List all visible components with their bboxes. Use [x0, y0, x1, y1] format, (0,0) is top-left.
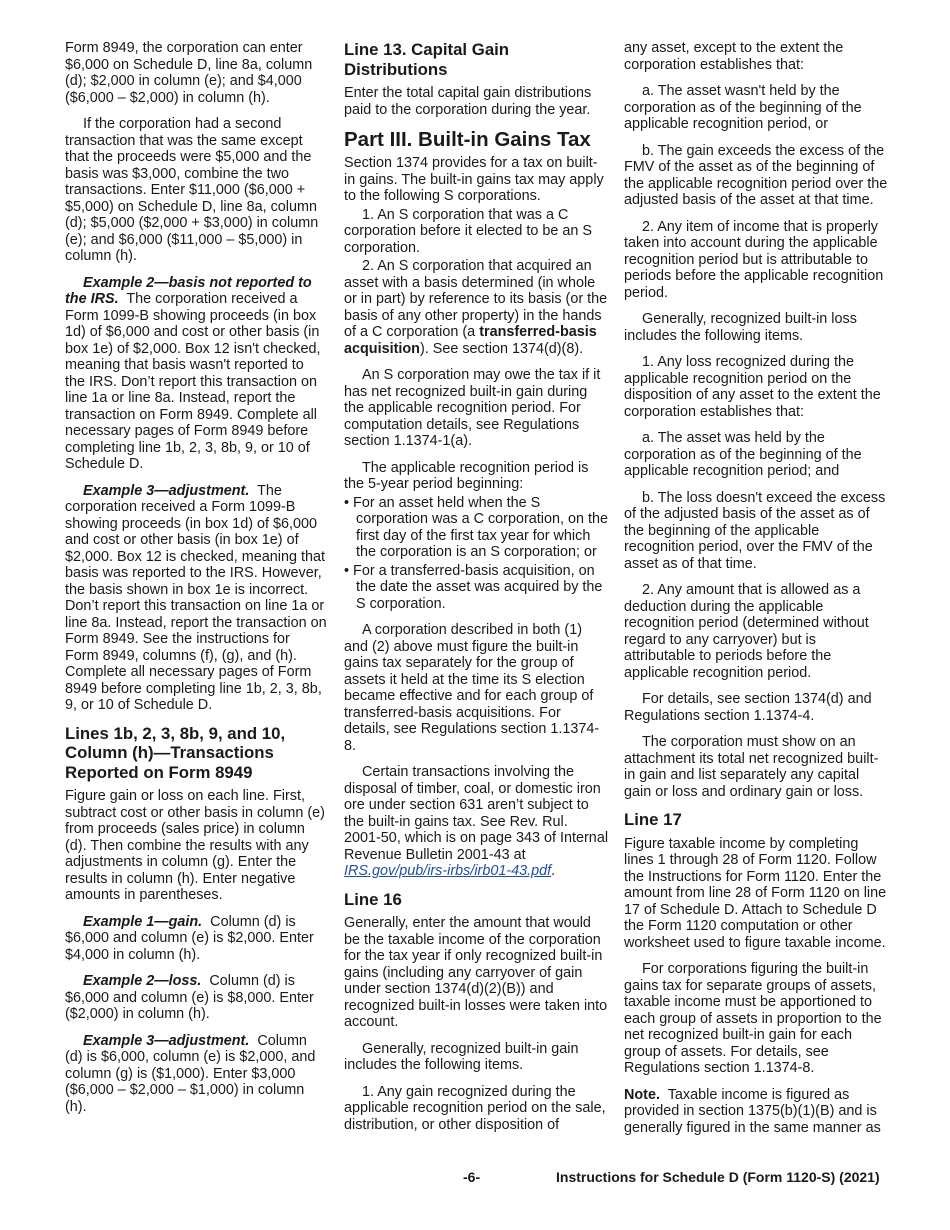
example-paragraph	[65, 275, 327, 473]
paragraph	[344, 258, 608, 357]
text-run: Certain transactions involving the disposal of timber, coal, or domestic iron ore under section 631 aren’t subject to the built-in gains tax. See Rev. Rul. 2001-50, which is on page 343 of Internal Revenue Bulletin 2001-43 at	[344, 764, 609, 863]
paragraph	[344, 764, 608, 880]
note-paragraph	[624, 1087, 888, 1137]
column-2	[344, 40, 608, 1143]
text-run: .	[551, 863, 556, 879]
section-heading: Line 13. Capital Gain Distributions	[344, 40, 510, 79]
example-lead: Example 3—adjustment.	[83, 1032, 250, 1049]
bullet-icon: •	[344, 562, 354, 579]
paragraph: Figure taxable income by completing lines 1 through 28 of Form 1120. Follow the Instructions for Form 1120. Enter the amount from line 28 of Form 1120 on line 17 of Schedule D. Attach to Schedule D the Form 1120 computation or other worksheet used to figure taxable income.	[624, 835, 887, 951]
example-paragraph	[65, 914, 327, 964]
example-text: Column (d) is $6,000 and column (e) is $8,000. Enter ($2,000) in column (h).	[65, 973, 314, 1022]
example-lead: Example 1—gain.	[83, 913, 203, 930]
paragraph: Generally, recognized built-in gain includes the following items.	[344, 1040, 579, 1073]
example-lead: Example 3—adjustment.	[83, 482, 250, 499]
text-run: 2. An S corporation that acquired an asset with a basis determined (in whole or in part) by reference to its basis (or the basis of any other property) in the hands of a C corporation (a	[344, 258, 608, 340]
part-heading: Part III. Built-in Gains Tax	[344, 128, 591, 151]
paragraph: Figure gain or loss on each line. First, subtract cost or other basis in column (e) from proceeds (sales price) in column (d). Then combine the results with any adjustments in column (g). Enter the results in column (h). Enter negative amounts in parentheses.	[65, 788, 325, 903]
column-3	[624, 40, 888, 1146]
example-paragraph	[65, 483, 327, 714]
example-paragraph	[65, 1033, 327, 1116]
example-text: Column (d) is $6,000, column (e) is $2,000, and column (g) is ($1,000). Enter $3,000 ($6,000 – $2,000 – $1,000) in column (h).	[65, 1032, 316, 1115]
paragraph: any asset, except to the extent the corporation establishes that:	[624, 40, 844, 73]
defined-term: transferred-basis acquisition	[344, 324, 597, 357]
paragraph: Form 8949, the corporation can enter $6,000 on Schedule D, line 8a, column (d); $2,000 in column (e); and $4,000 ($6,000 – $2,000) in column (h).	[65, 40, 313, 106]
paragraph: a. The asset was held by the corporation as of the beginning of the applicable recognition period; and	[624, 430, 862, 479]
example-text: The corporation received a Form 1099-B showing proceeds (in box 1d) of $6,000 and cost or other basis (in box 1e) of $2,000. Box 12 is checked, meaning that basis was reported to the IRS. However, the basis shown in box 1e is incorrect. Don’t report this transaction on line 1a or line 8a. Instead, report the transaction on Form 8949. See the instructions for Form 8949, columns (f), (g), and (h). Complete all necessary pages of Form 8949 before completing line 1b, 2, 3, 8b, 9, or 10 of Schedule D.	[65, 482, 327, 713]
footer-title: Instructions for Schedule D (Form 1120-S) (2021)	[556, 1169, 880, 1185]
paragraph: For corporations figuring the built-in gains tax for separate groups of assets, taxable income must be apportioned to each group of assets in proportion to the net recognized built-in gain for each group of assets. For details, see Regulations section 1.1374-8.	[624, 961, 882, 1076]
section-heading: Line 17	[624, 810, 682, 829]
bullet-text: For an asset held when the S corporation was a C corporation, on the first day of the first tax year for which the corporation is an S corporation; or	[353, 494, 608, 560]
example-lead: Example 2—basis not reported to the IRS.	[65, 274, 312, 307]
note-text: Taxable income is figured as provided in section 1375(b)(1)(B) and is generally figured in the same manner as	[624, 1086, 881, 1136]
paragraph: 1. Any gain recognized during the applicable recognition period on the sale, distribution, or other disposition of	[344, 1083, 606, 1133]
paragraph: The applicable recognition period is the 5-year period beginning:	[344, 459, 589, 492]
paragraph: Enter the total capital gain distributions paid to the corporation during the year.	[344, 85, 592, 118]
paragraph: 2. Any item of income that is properly taken into account during the applicable recognition period but is attributable to periods before the applicable recognition period.	[624, 218, 884, 301]
section-heading: Line 16	[344, 889, 402, 909]
paragraph: An S corporation may owe the tax if it has net recognized built-in gain during the applicable recognition period. For computation details, see Regulations section 1.1374-1(a).	[344, 367, 601, 449]
column-1	[65, 40, 327, 1125]
irs-bulletin-link[interactable]: IRS.gov/pub/irs-irbs/irb01-43.pdf	[344, 863, 552, 879]
example-text: Column (d) is $6,000 and column (e) is $2,000. Enter $4,000 in column (h).	[65, 913, 314, 963]
example-lead: Example 2—loss.	[83, 973, 202, 989]
paragraph: b. The loss doesn't exceed the excess of the adjusted basis of the asset as of the beginning of the applicable recognition period, over the FMV of the asset as of that time.	[624, 489, 886, 572]
paragraph: If the corporation had a second transaction that was the same except that the proceeds were $5,000 and the basis was $3,000, combine the two transactions. Enter $11,000 ($6,000 + $5,000) on Schedule D, line 8a, column (d); $5,000 ($2,000 + $3,000) in column (e); and $6,000 ($11,000 – $5,000) in column (h).	[65, 116, 319, 264]
paragraph: Generally, enter the amount that would be the taxable income of the corporation for the tax year if only recognized built-in gains (including any carryover of gain under section 1374(d)(2)(B)) and recognized built-in losses were taken into account.	[344, 915, 608, 1030]
bullet-item	[344, 563, 608, 613]
paragraph: b. The gain exceeds the excess of the FMV of the asset as of the beginning of the applicable recognition period over the adjusted basis of the asset at that time.	[624, 142, 888, 208]
paragraph: a. The asset wasn't held by the corporation as of the beginning of the applicable recognition period, or	[624, 83, 862, 132]
bullet-text: For a transferred-basis acquisition, on the date the asset was acquired by the S corporation.	[353, 562, 603, 612]
paragraph: The corporation must show on an attachment its total net recognized built-in gain and list separately any capital gain or loss and ordinary gain or loss.	[624, 734, 879, 800]
example-text: The corporation received a Form 1099-B showing proceeds (in box 1d) of $6,000 and cost or other basis (in box 1e) of $2,000. Box 12 isn't checked, meaning that basis wasn't reported to the IRS. Don’t report this transaction on line 1a or line 8a. Instead, report the transaction on Form 8949. Complete all necessary pages of Form 8949 before completing line 1b, 2, 3, 8b, 9, or 10 of Schedule D.	[65, 291, 321, 472]
text-run: ). See section 1374(d)(8).	[419, 340, 584, 357]
paragraph: For details, see section 1374(d) and Regulations section 1.1374-4.	[624, 691, 872, 724]
paragraph: 2. Any amount that is allowed as a deduction during the applicable recognition period (determined without regard to any carryover) but is attributable to periods before the applicable recognition period.	[624, 582, 869, 681]
example-paragraph	[65, 973, 327, 1023]
note-lead: Note.	[624, 1086, 660, 1103]
paragraph: A corporation described in both (1) and (2) above must figure the built-in gains tax separately for the group of assets it held at the time its S election became effective and for each group of transferred-basis acquisitions. For details, see Regulations section 1.1374-8.	[344, 622, 600, 754]
paragraph: 1. An S corporation that was a C corporation before it elected to be an S corporation.	[344, 206, 592, 256]
paragraph: Generally, recognized built-in loss includes the following items.	[624, 311, 857, 344]
bullet-item	[344, 495, 608, 561]
bullet-icon: •	[344, 494, 354, 511]
section-heading: Lines 1b, 2, 3, 8b, 9, and 10, Column (h)—Transactions Reported on Form 8949	[65, 723, 286, 782]
paragraph: Section 1374 provides for a tax on built-in gains. The built-in gains tax may apply to the following S corporations.	[344, 155, 604, 204]
page-number: -6-	[463, 1169, 481, 1185]
paragraph: 1. Any loss recognized during the applicable recognition period on the disposition of any asset to the extent the corporation establishes that:	[624, 354, 881, 420]
